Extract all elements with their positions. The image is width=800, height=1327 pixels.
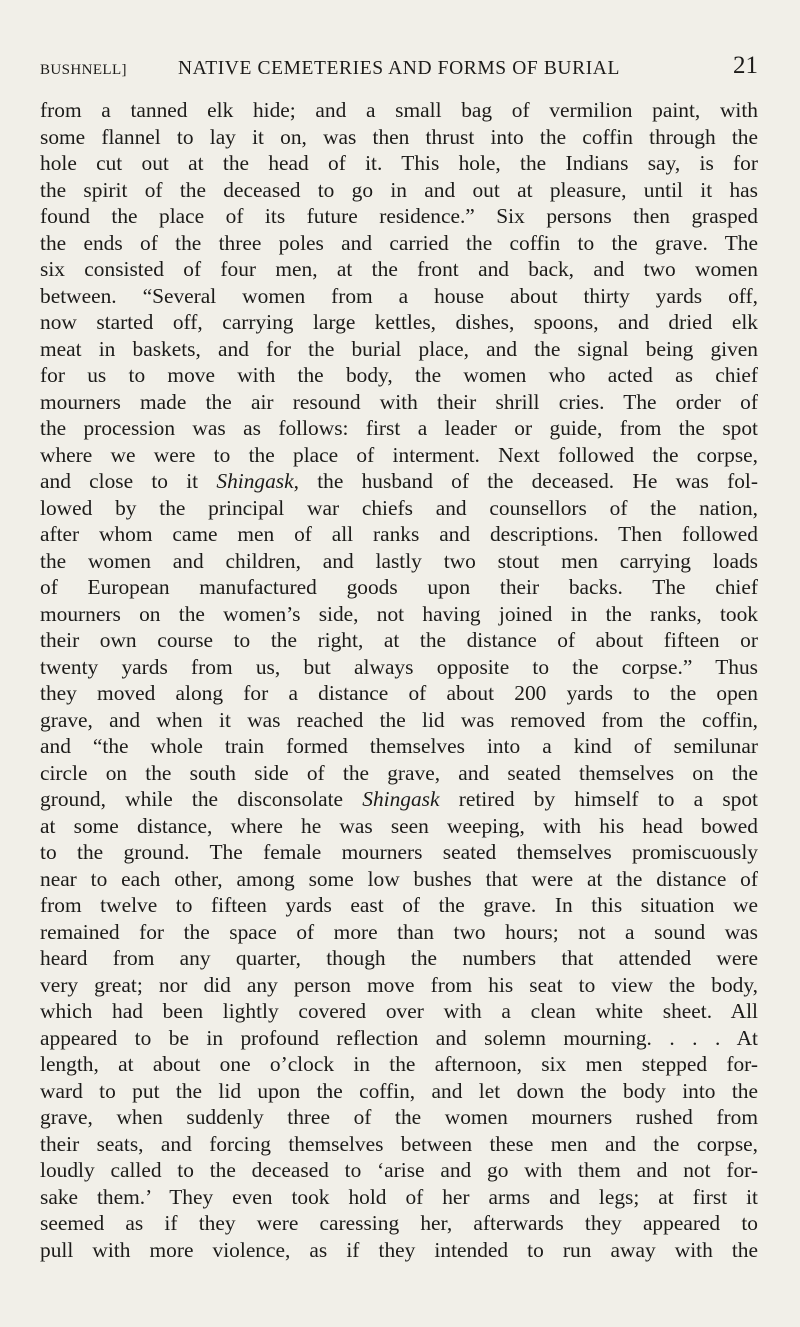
- text-line: found the place of its future residence.” Six persons then grasped: [40, 204, 758, 228]
- text-line: at some distance, where he was seen weeping, with his head bowed: [40, 813, 758, 838]
- text-line: seemed as if they were caressing her, afterwards they appeared to: [40, 1211, 758, 1235]
- text-line: the procession was as follows: first a leader or guide, from the spot: [40, 416, 758, 440]
- text-line: sake them.’ They even took hold of her arms and legs; at first it: [40, 1184, 758, 1209]
- text-line: mourners on the women’s side, not having joined in the ranks, took: [40, 601, 758, 626]
- text-line: the ends of the three poles and carried the coffin to the grave. The: [40, 230, 758, 255]
- text-line: the women and children, and lastly two stout men carrying loads: [40, 548, 758, 573]
- text-line: where we were to the place of interment. Next followed the corpse,: [40, 442, 758, 467]
- text-line: from twelve to fifteen yards east of the grave. In this situation we: [40, 893, 758, 917]
- text-line: heard from any quarter, though the numbers that attended were: [40, 946, 758, 970]
- text-line: meat in baskets, and for the burial place, and the signal being given: [40, 336, 758, 361]
- text-line: grave, and when it was reached the lid was removed from the coffin,: [40, 707, 758, 732]
- text-line: some flannel to lay it on, was then thrust into the coffin through the: [40, 124, 758, 149]
- text-line: lowed by the principal war chiefs and counsellors of the nation,: [40, 495, 758, 520]
- text-line: from a tanned elk hide; and a small bag of vermilion paint, with: [40, 98, 758, 122]
- text-line: after whom came men of all ranks and descriptions. Then followed: [40, 522, 758, 546]
- text-line: remained for the space of more than two hours; not a sound was: [40, 919, 758, 944]
- text-line: now started off, carrying large kettles, dishes, spoons, and dried elk: [40, 310, 758, 334]
- body-text: [40, 97, 758, 1263]
- text-line: between. “Several women from a house about thirty yards off,: [40, 283, 758, 308]
- text-line: ground, while the disconsolate Shingask retired by himself to a spot: [40, 787, 758, 811]
- text-line: ward to put the lid upon the coffin, and let down the body into the: [40, 1078, 758, 1103]
- running-author: BUSHNELL]: [40, 62, 127, 78]
- text-line: grave, when suddenly three of the women mourners rushed from: [40, 1105, 758, 1129]
- text-line: mourners made the air resound with their shrill cries. The order of: [40, 389, 758, 414]
- page-number: 21: [733, 52, 758, 79]
- text-line: hole cut out at the head of it. This hole, the Indians say, is for: [40, 151, 758, 175]
- text-line: pull with more violence, as if they intended to run away with the: [40, 1237, 758, 1262]
- text-line: the spirit of the deceased to go in and out at pleasure, until it has: [40, 177, 758, 202]
- text-line: near to each other, among some low bushes that were at the distance of: [40, 866, 758, 891]
- running-title: NATIVE CEMETERIES AND FORMS OF BURIAL: [177, 58, 621, 79]
- text-line: which had been lightly covered over with a clean white sheet. All: [40, 999, 758, 1023]
- text-line: length, at about one o’clock in the afternoon, six men stepped for-: [40, 1052, 758, 1076]
- text-line: six consisted of four men, at the front and back, and two women: [40, 257, 758, 281]
- text-line: their own course to the right, at the distance of about fifteen or: [40, 628, 758, 652]
- text-line: for us to move with the body, the women who acted as chief: [40, 363, 758, 387]
- text-line: of European manufactured goods upon their backs. The chief: [40, 575, 758, 599]
- page-header: [40, 52, 758, 88]
- text-line: appeared to be in profound reflection and solemn mourning. . . . At: [40, 1025, 758, 1050]
- text-line: twenty yards from us, but always opposite to the corpse.” Thus: [40, 654, 758, 679]
- text-line: very great; nor did any person move from his seat to view the body,: [40, 972, 758, 997]
- text-line: circle on the south side of the grave, and seated themselves on the: [40, 760, 758, 785]
- text-line: to the ground. The female mourners seated themselves promiscuously: [40, 840, 758, 864]
- text-line: and “the whole train formed themselves into a kind of semilunar: [40, 734, 758, 758]
- text-line: their seats, and forcing themselves between these men and the corpse,: [40, 1131, 758, 1156]
- text-line: and close to it Shingask, the husband of the deceased. He was fol-: [40, 469, 758, 493]
- text-line: they moved along for a distance of about 200 yards to the open: [40, 681, 758, 705]
- text-line: loudly called to the deceased to ‘arise and go with them and not for-: [40, 1158, 758, 1182]
